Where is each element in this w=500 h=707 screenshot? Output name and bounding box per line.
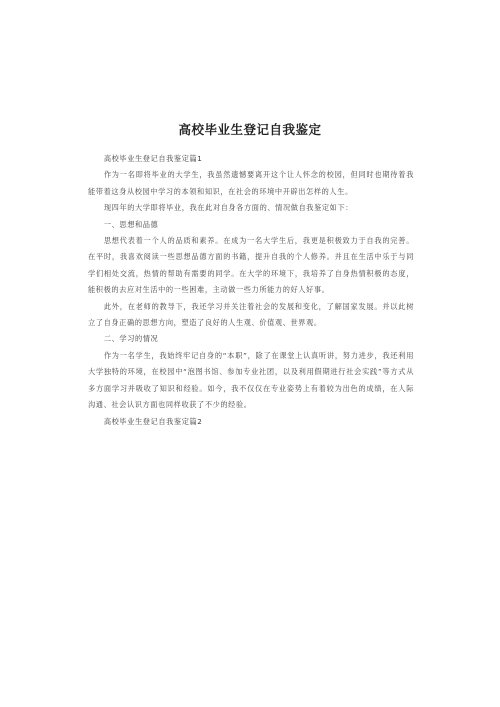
paragraph-intro: 作为一名即将毕业的大学生，我虽然遗憾要离开这个让人怀念的校园，但同时也期待着我能带着这身从校园中学习的本领和知识，在社会的环境中开辟出怎样的人生。 bbox=[88, 170, 414, 196]
paragraph-ideology: 思想代表着一个人的品质和素养。在成为一名大学生后，我更是积极致力于自我的完善。在平时，我喜欢阅读一些思想品德方面的书籍，提升自我的个人修养。并且在生活中乐于与同学们相处交流，热情的帮助有需要的同学。在大学的环境下，我培养了自身热情积极的态度，能积极的去应对生活中的一些困难，主动做一些力所能力的好人好事。 bbox=[88, 236, 414, 295]
section-heading-part-2: 高校毕业生登记自我鉴定篇2 bbox=[103, 416, 203, 426]
section-heading-study: 二、学习的情况 bbox=[103, 334, 159, 344]
document-body bbox=[88, 151, 414, 430]
paragraph-overview: 现四年的大学即将毕业，我在此对自身各方面的、情况做自我鉴定如下： bbox=[103, 203, 354, 213]
section-heading-ideology: 一、思想和品德 bbox=[103, 219, 159, 229]
paragraph-ideology-extra: 此外，在老师的教导下，我还学习并关注着社会的发展和变化，了解国家发展。并以此树立了自身正确的思想方向，塑造了良好的人生观、价值观、世界观。 bbox=[88, 301, 414, 328]
paragraph-study: 作为一名学生，我始终牢记自身的“本职”，除了在课堂上认真听讲，努力进步，我还利用大学独特的环境，在校园中“泡图书馆、参加专业社团，以及利用假期进行社会实践”等方式从多方面学习并吸收了知识和经验。如今，我不仅仅在专业姿势上有着较为出色的成绩，在人际沟通、社会认识方面也同样收获了不少的经验。 bbox=[88, 350, 414, 410]
document-title: 高校毕业生登记自我鉴定 bbox=[178, 122, 322, 137]
section-heading-part-1: 高校毕业生登记自我鉴定篇1 bbox=[103, 154, 203, 163]
